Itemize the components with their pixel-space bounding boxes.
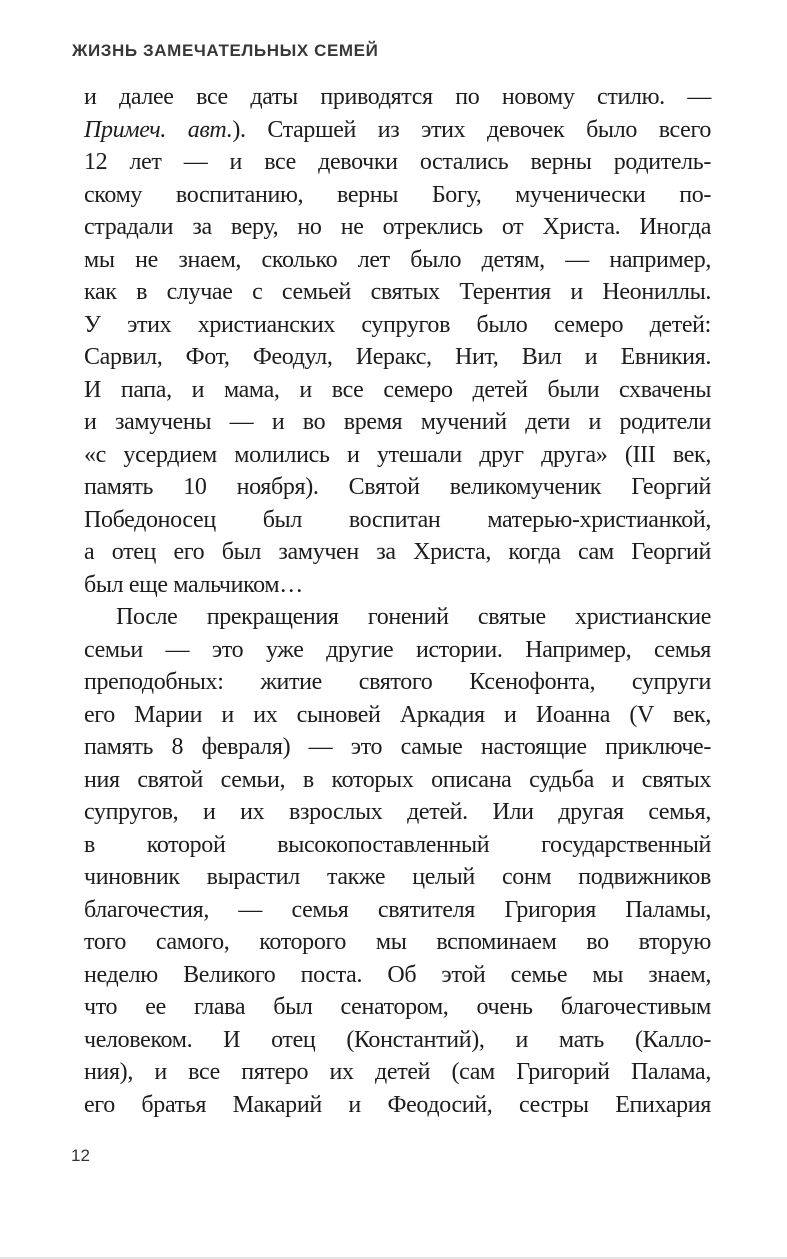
text-line: и далее все даты приводятся по новому стилю. — [84, 84, 711, 110]
text-line: «с усердием молились и утешали друг друга» (III век, [84, 441, 711, 468]
text-line: преподобных: житие святого Ксенофонта, супруги [84, 669, 711, 695]
text-line: После прекращения гонений святые христианские [116, 604, 711, 630]
running-header: ЖИЗНЬ ЗАМЕЧАТЕЛЬНЫХ СЕМЕЙ [72, 41, 379, 60]
text-line: а отец его был замучен за Христа, когда сам Георгий [84, 539, 711, 565]
text-line: неделю Великого поста. Об этой семье мы знаем, [84, 961, 711, 988]
text-line: скому воспитанию, верны Богу, мученически по- [84, 181, 711, 208]
text-line: страдали за веру, но не отреклись от Христа. Иногда [84, 214, 711, 240]
text-line: память 10 ноября). Святой великомученик Георгий [84, 474, 711, 500]
italic-text-segment: Примеч. авт. [84, 116, 233, 143]
text-line: ния святой семьи, в которых описана судьба и святых [84, 766, 711, 793]
text-line: что ее глава был сенатором, очень благочестивым [84, 994, 711, 1020]
text-line [84, 114, 711, 147]
text-line: благочестия, — семья святителя Григория Паламы, [84, 896, 711, 923]
text-line: в которой высокопоставленный государственный [84, 831, 711, 858]
text-line: семьи — это уже другие истории. Например, семья [84, 636, 711, 663]
text-line: супругов, и их взрослых детей. Или другая семья, [84, 799, 711, 825]
text-line: и замучены — и во время мучений дети и родители [84, 409, 711, 435]
text-block [84, 81, 711, 1121]
text-line: как в случае с семьей святых Терентия и Неониллы. [84, 279, 711, 305]
text-line: человеком. И отец (Константий), и мать (Калло- [84, 1026, 711, 1053]
text-line: ния), и все пятеро их детей (сам Григорий Палама, [84, 1059, 711, 1085]
text-line: его Марии и их сыновей Аркадия и Иоанна (V век, [84, 701, 711, 728]
text-line: 12 лет — и все девочки остались верны родитель- [84, 149, 711, 175]
page-number: 12 [71, 1146, 90, 1165]
text-line: У этих христианских супругов было семеро детей: [84, 311, 711, 338]
text-line: И папа, и мама, и все семеро детей были схвачены [84, 376, 711, 403]
text-line: мы не знаем, сколько лет было детям, — например, [84, 246, 711, 273]
text-line: чиновник вырастил также целый сонм подвижников [84, 864, 711, 890]
text-line: Победоносец был воспитан матерью-христианкой, [84, 506, 711, 533]
text-line: Сарвил, Фот, Феодул, Иеракс, Нит, Вил и Евникия. [84, 344, 711, 370]
text-line: был еще мальчиком… [84, 571, 303, 598]
text-segment: ). Старшей из этих девочек было всего [232, 116, 711, 143]
text-line: того самого, которого мы вспоминаем во вторую [84, 929, 711, 955]
text-line: его братья Макарий и Феодосий, сестры Епихария [84, 1091, 711, 1118]
text-line: память 8 февраля) — это самые настоящие приключе- [84, 734, 711, 760]
